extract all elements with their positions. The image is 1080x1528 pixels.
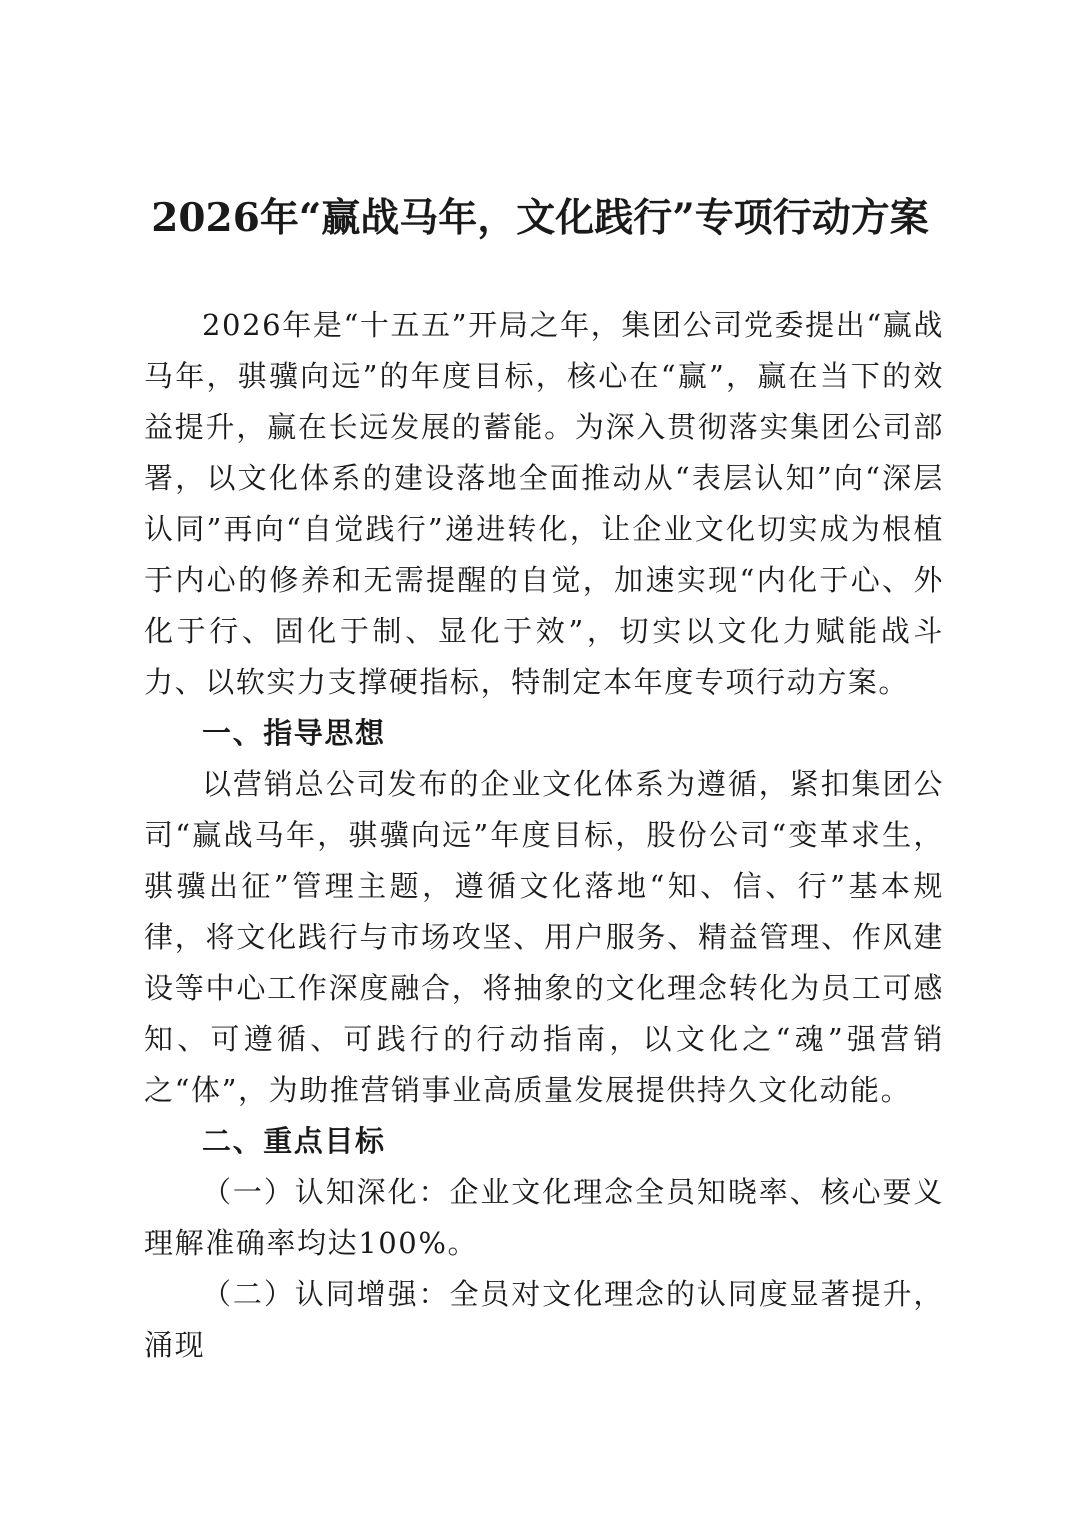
document-title: 2026年“赢战马年，文化践行”专项行动方案 <box>151 195 929 241</box>
goal-item-identification: （二）认同增强：全员对文化理念的认同度显著提升，涌现 <box>144 1277 944 1362</box>
section-heading-key-goals: 二、重点目标 <box>202 1124 386 1158</box>
guiding-ideology-paragraph: 以营销总公司发布的企业文化体系为遵循，紧扣集团公司“赢战马年，骐骥向远”年度目标，股份公司“变革求生，骐骥出征”管理主题，遵循文化落地“知、信、行”基本规律，将文化践行与市场攻坚、用户服务、精益管理、作风建设等中心工作深度融合，将抽象的文化理念转化为员工可感知、可遵循、可践行的行动指南，以文化之“魂”强营销之“体”，为助推营销事业高质量发展提供持久文化动能。 <box>144 767 944 1107</box>
goal-item-cognition: （一）认知深化：企业文化理念全员知晓率、核心要义理解准确率均达100%。 <box>144 1175 944 1260</box>
document-body <box>144 300 944 1371</box>
intro-paragraph: 2026年是“十五五”开局之年，集团公司党委提出“赢战马年，骐骥向远”的年度目标，核心在“赢”，赢在当下的效益提升，赢在长远发展的蓄能。为深入贯彻落实集团公司部署，以文化体系的建设落地全面推动从“表层认知”向“深层认同”再向“自觉践行”递进转化，让企业文化切实成为根植于内心的修养和无需提醒的自觉，加速实现“内化于心、外化于行、固化于制、显化于效”，切实以文化力赋能战斗力、以软实力支撑硬指标，特制定本年度专项行动方案。 <box>144 308 944 699</box>
section-heading-guiding-ideology: 一、指导思想 <box>202 716 386 750</box>
